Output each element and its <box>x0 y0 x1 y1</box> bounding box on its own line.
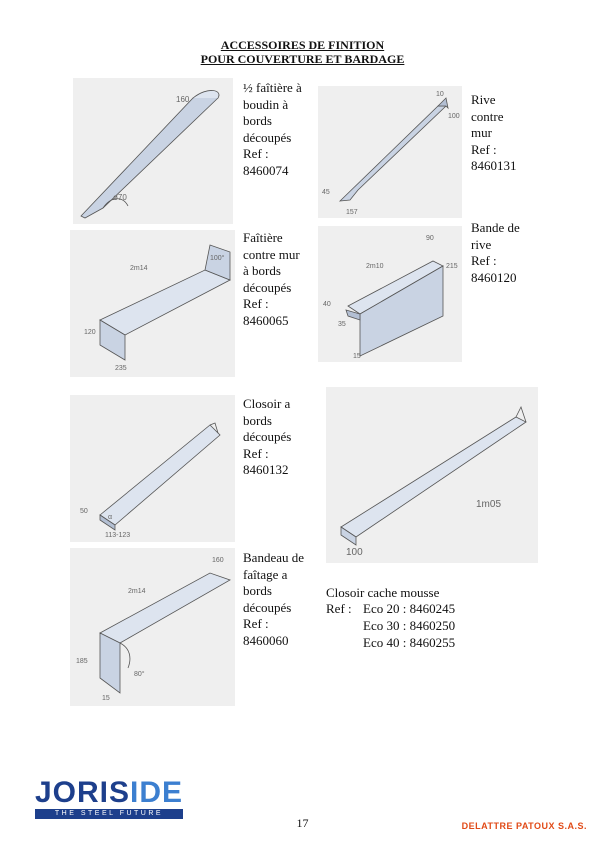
product-caption: Bandeau de faîtage a bords découpés Ref : 8460060 <box>243 550 305 648</box>
product-caption: Closoir a bords découpés Ref : 8460132 <box>243 396 292 477</box>
dim-label: 100° <box>210 255 225 262</box>
dim-label: 235 <box>115 365 127 372</box>
product-caption: ½ faîtière à boudin à bords découpés Ref : 8460074 <box>243 80 302 178</box>
foam-closure-ref-eco40: Eco 40 : 8460255 <box>363 635 456 650</box>
dim-label: α <box>108 514 113 521</box>
dim-label: 160 <box>176 95 190 104</box>
dim-label: 80° <box>134 671 145 678</box>
dim-label: 15 <box>102 695 110 702</box>
section-title-line2: POUR COUVERTURE ET BARDAGE <box>200 52 405 66</box>
product-image-wall-verge <box>318 86 462 218</box>
dim-label: 2m10 <box>366 263 384 270</box>
dim-label: 10 <box>436 91 444 98</box>
product-image-ridge-band <box>70 548 235 706</box>
product-caption: Rive contre mur Ref : 8460131 <box>471 92 517 173</box>
logo-wordmark: JORISIDE <box>35 776 184 809</box>
foam-closure-ref-eco30: Eco 30 : 8460250 <box>363 618 456 633</box>
dim-label: 160 <box>212 557 224 564</box>
dim-label: 157 <box>346 209 358 216</box>
joriside-logo <box>35 778 183 820</box>
product-image-verge-strip <box>318 226 462 362</box>
dim-label: 35 <box>338 321 346 328</box>
page-number: 17 <box>296 816 309 830</box>
logo-tagline: THE STEEL FUTURE <box>35 809 183 819</box>
product-image-wall-ridge <box>70 230 235 377</box>
dim-label: 100 <box>346 547 363 558</box>
company-name: DELATTRE PATOUX S.A.S. <box>461 821 587 831</box>
dim-label: 1m05 <box>476 499 502 510</box>
dim-label: 90 <box>426 235 434 242</box>
dim-label: 45 <box>322 189 330 196</box>
dim-label: ø70 <box>113 193 127 202</box>
product-image-foam-closure <box>326 387 538 563</box>
dim-label: 2m14 <box>128 588 146 595</box>
product-image-half-ridge <box>73 78 233 224</box>
section-title-line1: ACCESSOIRES DE FINITION <box>220 38 385 52</box>
dim-label: 113-123 <box>105 532 131 539</box>
product-caption: Faîtière contre mur à bords découpés Ref : 8460065 <box>243 230 300 328</box>
dim-label: 100 <box>448 113 460 120</box>
foam-closure-title: Closoir cache mousse <box>326 585 440 600</box>
dim-label: 2m14 <box>130 265 148 272</box>
dim-label: 120 <box>84 329 96 336</box>
product-caption: Bande de rive Ref : 8460120 <box>471 220 520 285</box>
dim-label: 185 <box>76 658 88 665</box>
dim-label: 50 <box>80 508 88 515</box>
dim-label: 15 <box>353 353 361 360</box>
dim-label: 40 <box>323 301 331 308</box>
dim-label: 215 <box>446 263 458 270</box>
foam-closure-ref-eco20: Eco 20 : 8460245 <box>363 601 456 616</box>
foam-closure-ref-label: Ref : <box>326 601 352 616</box>
product-image-closure <box>70 395 235 542</box>
